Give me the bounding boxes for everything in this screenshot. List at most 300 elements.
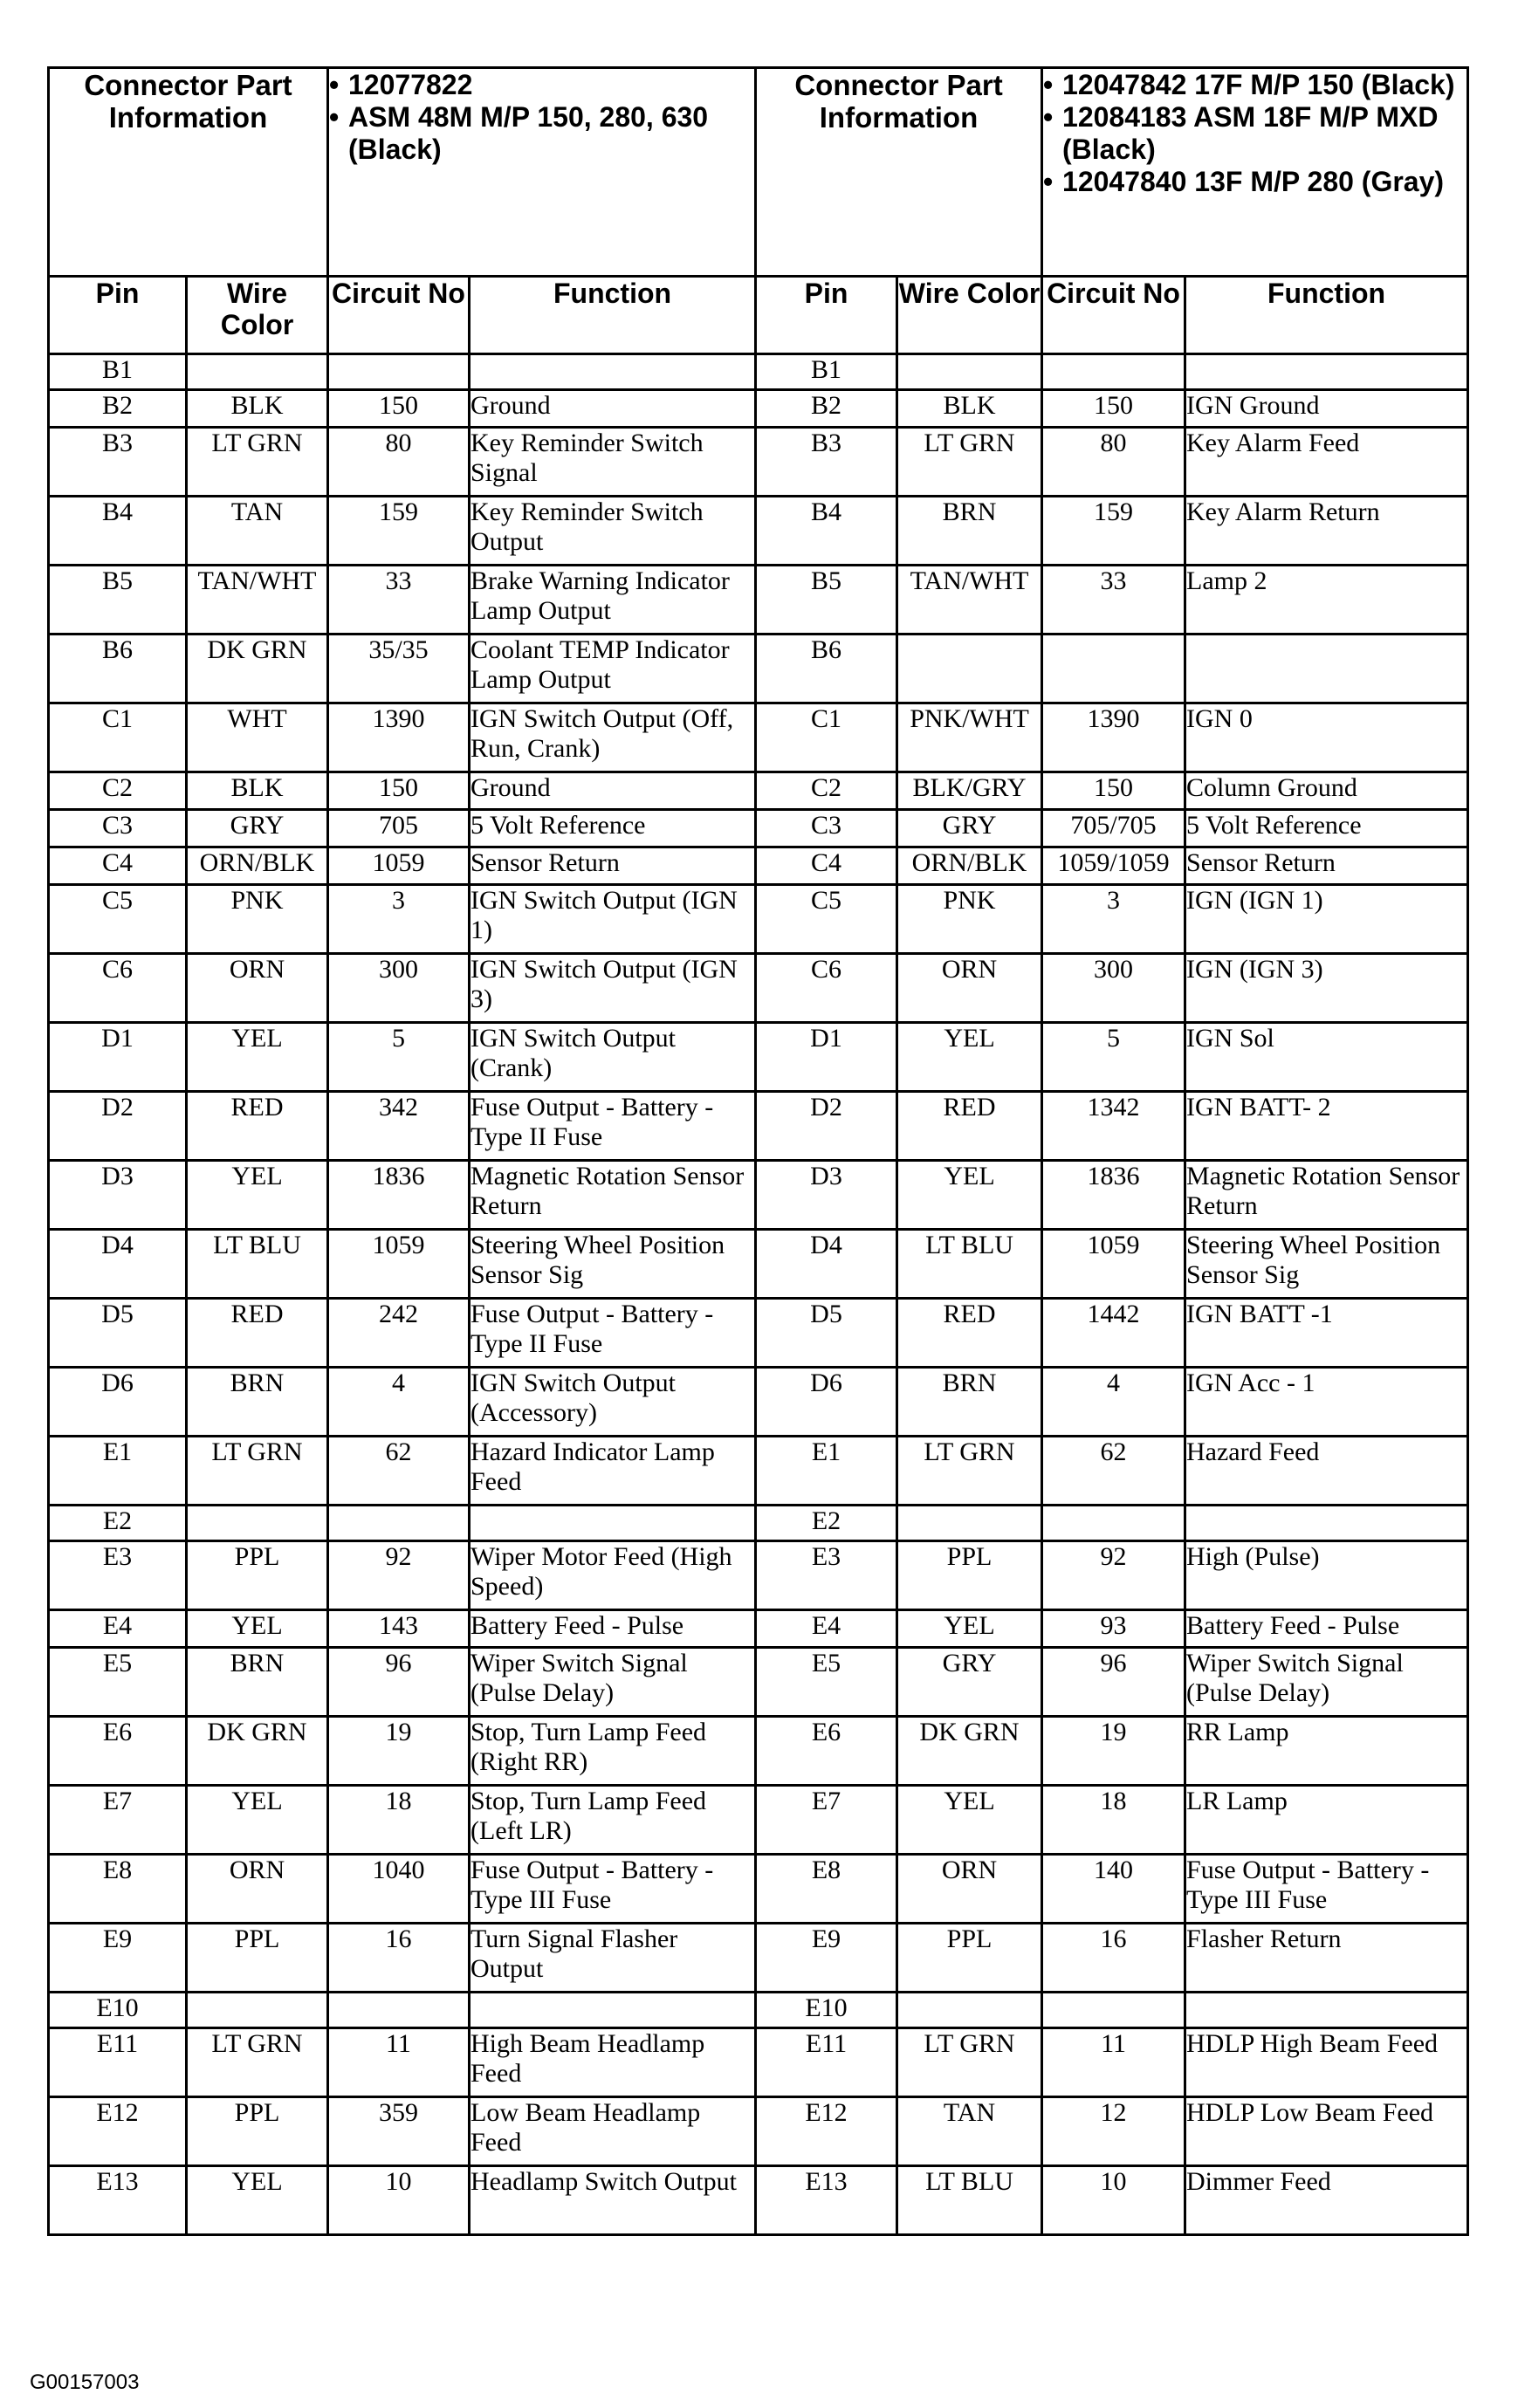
table-row (49, 1230, 1468, 1299)
circuit-right-cell (1042, 354, 1185, 390)
pin-right-cell: B3 (756, 428, 897, 497)
pin-left-cell: C4 (49, 847, 187, 885)
pin-left-cell: E10 (49, 1993, 187, 2028)
pin-right-cell: E3 (756, 1541, 897, 1610)
pin-right-cell: E10 (756, 1993, 897, 2028)
wire-color-right-cell: BLK/GRY (897, 772, 1042, 810)
wire-color-left-cell: LT GRN (187, 428, 328, 497)
circuit-right-cell: 18 (1042, 1786, 1185, 1855)
function-right-cell: IGN (IGN 1) (1185, 885, 1468, 954)
table-row (49, 1092, 1468, 1161)
function-left-cell: Ground (470, 390, 756, 428)
table-row (49, 1717, 1468, 1786)
function-left-cell: Battery Feed - Pulse (470, 1610, 756, 1648)
circuit-left-cell: 150 (328, 772, 470, 810)
function-right-cell: Column Ground (1185, 772, 1468, 810)
table-row (49, 2097, 1468, 2166)
wire-color-left-cell: PPL (187, 1924, 328, 1993)
wire-color-left-cell: ORN (187, 954, 328, 1023)
pin-left-cell: D2 (49, 1092, 187, 1161)
pin-left-cell: C5 (49, 885, 187, 954)
circuit-left-cell: 1059 (328, 847, 470, 885)
column-header-wire-color-right: Wire Color (897, 277, 1042, 354)
pin-right-cell: E4 (756, 1610, 897, 1648)
function-right-cell: Wiper Switch Signal (Pulse Delay) (1185, 1648, 1468, 1717)
pin-right-cell: D6 (756, 1368, 897, 1437)
circuit-left-cell: 19 (328, 1717, 470, 1786)
circuit-left-cell: 242 (328, 1299, 470, 1368)
function-left-cell: IGN Switch Output (Off, Run, Crank) (470, 703, 756, 772)
function-right-cell: Key Alarm Return (1185, 497, 1468, 566)
pin-left-cell: B4 (49, 497, 187, 566)
function-left-cell: Hazard Indicator Lamp Feed (470, 1437, 756, 1506)
table-row (49, 1993, 1468, 2028)
function-left-cell: Fuse Output - Battery - Type II Fuse (470, 1299, 756, 1368)
function-left-cell (470, 1993, 756, 2028)
circuit-right-cell: 3 (1042, 885, 1185, 954)
function-right-cell (1185, 1993, 1468, 2028)
wire-color-right-cell: LT BLU (897, 1230, 1042, 1299)
column-header-circuit-right: Circuit No (1042, 277, 1185, 354)
right-connector-parts (1042, 68, 1468, 277)
column-header-row (49, 277, 1468, 354)
circuit-left-cell (328, 1993, 470, 2028)
circuit-left-cell: 33 (328, 566, 470, 635)
table-row (49, 1648, 1468, 1717)
pin-left-cell: B3 (49, 428, 187, 497)
circuit-right-cell (1042, 635, 1185, 703)
pin-left-cell: E6 (49, 1717, 187, 1786)
wire-color-left-cell: WHT (187, 703, 328, 772)
function-left-cell (470, 354, 756, 390)
function-left-cell: Stop, Turn Lamp Feed (Left LR) (470, 1786, 756, 1855)
pin-left-cell: B2 (49, 390, 187, 428)
table-row (49, 390, 1468, 428)
function-left-cell: Fuse Output - Battery - Type III Fuse (470, 1855, 756, 1924)
wire-color-right-cell: YEL (897, 1786, 1042, 1855)
circuit-left-cell: 16 (328, 1924, 470, 1993)
function-left-cell: Wiper Switch Signal (Pulse Delay) (470, 1648, 756, 1717)
function-right-cell: Dimmer Feed (1185, 2166, 1468, 2235)
circuit-left-cell: 92 (328, 1541, 470, 1610)
table-row (49, 1299, 1468, 1368)
function-right-cell: IGN BATT -1 (1185, 1299, 1468, 1368)
pin-right-cell: D4 (756, 1230, 897, 1299)
function-right-cell: High (Pulse) (1185, 1541, 1468, 1610)
wire-color-right-cell: TAN (897, 2097, 1042, 2166)
circuit-right-cell (1042, 1506, 1185, 1541)
part-number-item: • ASM 48M M/P 150, 280, 630 (Black) (329, 101, 754, 166)
circuit-left-cell: 80 (328, 428, 470, 497)
wire-color-left-cell: PPL (187, 2097, 328, 2166)
circuit-right-cell: 150 (1042, 390, 1185, 428)
function-right-cell: LR Lamp (1185, 1786, 1468, 1855)
pin-left-cell: E4 (49, 1610, 187, 1648)
function-right-cell: Steering Wheel Position Sensor Sig (1185, 1230, 1468, 1299)
function-right-cell: Battery Feed - Pulse (1185, 1610, 1468, 1648)
function-left-cell: Headlamp Switch Output (470, 2166, 756, 2235)
pin-left-cell: D4 (49, 1230, 187, 1299)
pin-right-cell: C6 (756, 954, 897, 1023)
circuit-left-cell: 3 (328, 885, 470, 954)
pin-right-cell: D2 (756, 1092, 897, 1161)
circuit-right-cell: 1836 (1042, 1161, 1185, 1230)
wire-color-left-cell (187, 354, 328, 390)
wire-color-right-cell (897, 1506, 1042, 1541)
circuit-right-cell: 96 (1042, 1648, 1185, 1717)
column-header-pin-left: Pin (49, 277, 187, 354)
pin-left-cell: C6 (49, 954, 187, 1023)
table-row (49, 1437, 1468, 1506)
function-left-cell: Brake Warning Indicator Lamp Output (470, 566, 756, 635)
wire-color-right-cell: PNK/WHT (897, 703, 1042, 772)
pin-right-cell: B6 (756, 635, 897, 703)
function-left-cell: 5 Volt Reference (470, 810, 756, 847)
function-right-cell: HDLP High Beam Feed (1185, 2028, 1468, 2097)
function-right-cell: Hazard Feed (1185, 1437, 1468, 1506)
function-left-cell: IGN Switch Output (IGN 3) (470, 954, 756, 1023)
wire-color-left-cell: ORN (187, 1855, 328, 1924)
pin-right-cell: E1 (756, 1437, 897, 1506)
left-connector-parts (328, 68, 756, 277)
pin-left-cell: D3 (49, 1161, 187, 1230)
circuit-left-cell: 1836 (328, 1161, 470, 1230)
wire-color-right-cell: BRN (897, 1368, 1042, 1437)
table-row (49, 1924, 1468, 1993)
function-left-cell: Ground (470, 772, 756, 810)
wire-color-left-cell: RED (187, 1092, 328, 1161)
circuit-right-cell: 33 (1042, 566, 1185, 635)
function-left-cell: Low Beam Headlamp Feed (470, 2097, 756, 2166)
function-right-cell: IGN 0 (1185, 703, 1468, 772)
pin-right-cell: D1 (756, 1023, 897, 1092)
circuit-right-cell: 1059 (1042, 1230, 1185, 1299)
part-number-item: • 12084183 ASM 18F M/P MXD (Black) (1043, 101, 1466, 166)
circuit-right-cell: 140 (1042, 1855, 1185, 1924)
function-right-cell: Lamp 2 (1185, 566, 1468, 635)
circuit-left-cell: 96 (328, 1648, 470, 1717)
circuit-left-cell: 342 (328, 1092, 470, 1161)
circuit-right-cell: 62 (1042, 1437, 1185, 1506)
circuit-right-cell: 92 (1042, 1541, 1185, 1610)
circuit-left-cell: 18 (328, 1786, 470, 1855)
function-right-cell: Magnetic Rotation Sensor Return (1185, 1161, 1468, 1230)
circuit-right-cell: 1390 (1042, 703, 1185, 772)
function-right-cell: HDLP Low Beam Feed (1185, 2097, 1468, 2166)
circuit-right-cell: 80 (1042, 428, 1185, 497)
pin-right-cell: E8 (756, 1855, 897, 1924)
wire-color-left-cell: DK GRN (187, 635, 328, 703)
function-right-cell: Fuse Output - Battery - Type III Fuse (1185, 1855, 1468, 1924)
circuit-left-cell: 143 (328, 1610, 470, 1648)
function-left-cell: IGN Switch Output (Crank) (470, 1023, 756, 1092)
table-row (49, 703, 1468, 772)
function-left-cell: IGN Switch Output (IGN 1) (470, 885, 756, 954)
wire-color-right-cell: PPL (897, 1924, 1042, 1993)
circuit-right-cell: 300 (1042, 954, 1185, 1023)
wire-color-left-cell: RED (187, 1299, 328, 1368)
circuit-left-cell: 1040 (328, 1855, 470, 1924)
left-connector-label: Connector Part Information (49, 68, 328, 277)
wire-color-left-cell: YEL (187, 2166, 328, 2235)
table-row (49, 1161, 1468, 1230)
function-left-cell: Key Reminder Switch Output (470, 497, 756, 566)
circuit-left-cell: 1390 (328, 703, 470, 772)
wire-color-left-cell: PNK (187, 885, 328, 954)
wire-color-left-cell: PPL (187, 1541, 328, 1610)
pin-right-cell: C4 (756, 847, 897, 885)
function-right-cell (1185, 635, 1468, 703)
wire-color-left-cell: ORN/BLK (187, 847, 328, 885)
wire-color-right-cell: GRY (897, 1648, 1042, 1717)
figure-id-caption: G00157003 (30, 2370, 140, 2394)
table-row (49, 2028, 1468, 2097)
pin-right-cell: D5 (756, 1299, 897, 1368)
wire-color-left-cell: LT GRN (187, 2028, 328, 2097)
table-row (49, 1855, 1468, 1924)
circuit-right-cell: 10 (1042, 2166, 1185, 2235)
pin-left-cell: D6 (49, 1368, 187, 1437)
wire-color-left-cell: BRN (187, 1368, 328, 1437)
function-left-cell: Key Reminder Switch Signal (470, 428, 756, 497)
circuit-left-cell: 705 (328, 810, 470, 847)
table-row (49, 354, 1468, 390)
table-row (49, 810, 1468, 847)
function-left-cell: Coolant TEMP Indicator Lamp Output (470, 635, 756, 703)
function-right-cell: RR Lamp (1185, 1717, 1468, 1786)
circuit-right-cell: 16 (1042, 1924, 1185, 1993)
wire-color-right-cell (897, 354, 1042, 390)
wire-color-right-cell: LT GRN (897, 2028, 1042, 2097)
wire-color-right-cell: ORN (897, 954, 1042, 1023)
pin-right-cell: E9 (756, 1924, 897, 1993)
wire-color-right-cell (897, 635, 1042, 703)
table-row (49, 428, 1468, 497)
table-row (49, 954, 1468, 1023)
circuit-right-cell: 11 (1042, 2028, 1185, 2097)
table-row (49, 847, 1468, 885)
pin-left-cell: B6 (49, 635, 187, 703)
pin-right-cell: B4 (756, 497, 897, 566)
table-row (49, 2166, 1468, 2235)
function-right-cell: Flasher Return (1185, 1924, 1468, 1993)
wire-color-left-cell: YEL (187, 1161, 328, 1230)
function-right-cell (1185, 1506, 1468, 1541)
circuit-left-cell: 62 (328, 1437, 470, 1506)
pin-right-cell: B2 (756, 390, 897, 428)
pin-left-cell: E12 (49, 2097, 187, 2166)
pin-left-cell: E2 (49, 1506, 187, 1541)
function-left-cell: Fuse Output - Battery - Type II Fuse (470, 1092, 756, 1161)
wire-color-right-cell: LT GRN (897, 428, 1042, 497)
table-row (49, 1610, 1468, 1648)
column-header-pin-right: Pin (756, 277, 897, 354)
wire-color-right-cell: PPL (897, 1541, 1042, 1610)
circuit-right-cell: 1059/1059 (1042, 847, 1185, 885)
circuit-left-cell: 159 (328, 497, 470, 566)
wire-color-left-cell: LT GRN (187, 1437, 328, 1506)
pin-right-cell: B1 (756, 354, 897, 390)
wire-color-left-cell: BLK (187, 390, 328, 428)
wire-color-right-cell: BRN (897, 497, 1042, 566)
circuit-left-cell: 11 (328, 2028, 470, 2097)
circuit-left-cell: 150 (328, 390, 470, 428)
part-number-item: • 12047842 17F M/P 150 (Black) (1043, 69, 1466, 101)
wire-color-right-cell: ORN/BLK (897, 847, 1042, 885)
pin-right-cell: C3 (756, 810, 897, 847)
function-right-cell: IGN Acc - 1 (1185, 1368, 1468, 1437)
circuit-left-cell: 300 (328, 954, 470, 1023)
function-right-cell: IGN (IGN 3) (1185, 954, 1468, 1023)
right-part-list (1043, 69, 1466, 198)
pin-right-cell: B5 (756, 566, 897, 635)
pin-left-cell: D5 (49, 1299, 187, 1368)
column-header-function-left: Function (470, 277, 756, 354)
function-left-cell: Turn Signal Flasher Output (470, 1924, 756, 1993)
wire-color-left-cell: YEL (187, 1786, 328, 1855)
pin-right-cell: E12 (756, 2097, 897, 2166)
circuit-left-cell: 10 (328, 2166, 470, 2235)
function-left-cell (470, 1506, 756, 1541)
function-left-cell: IGN Switch Output (Accessory) (470, 1368, 756, 1437)
pin-left-cell: E11 (49, 2028, 187, 2097)
table-row (49, 885, 1468, 954)
column-header-function-right: Function (1185, 277, 1468, 354)
pin-left-cell: E13 (49, 2166, 187, 2235)
wire-color-right-cell: YEL (897, 1023, 1042, 1092)
wire-color-right-cell: PNK (897, 885, 1042, 954)
pin-right-cell: E5 (756, 1648, 897, 1717)
part-number-item: • 12047840 13F M/P 280 (Gray) (1043, 166, 1466, 198)
left-part-list (329, 69, 754, 166)
wire-color-left-cell: TAN (187, 497, 328, 566)
wire-color-left-cell: BLK (187, 772, 328, 810)
pin-right-cell: C2 (756, 772, 897, 810)
pin-left-cell: B5 (49, 566, 187, 635)
wire-color-left-cell: GRY (187, 810, 328, 847)
function-left-cell: Steering Wheel Position Sensor Sig (470, 1230, 756, 1299)
circuit-right-cell: 1442 (1042, 1299, 1185, 1368)
table-row (49, 497, 1468, 566)
connector-pinout-table (47, 66, 1469, 2236)
pin-right-cell: E11 (756, 2028, 897, 2097)
column-header-wire-color-left: Wire Color (187, 277, 328, 354)
circuit-left-cell: 4 (328, 1368, 470, 1437)
wire-color-right-cell: LT BLU (897, 2166, 1042, 2235)
wire-color-right-cell: YEL (897, 1161, 1042, 1230)
pin-right-cell: D3 (756, 1161, 897, 1230)
circuit-left-cell: 5 (328, 1023, 470, 1092)
pin-left-cell: E3 (49, 1541, 187, 1610)
table-row (49, 566, 1468, 635)
wire-color-left-cell: YEL (187, 1610, 328, 1648)
function-left-cell: Sensor Return (470, 847, 756, 885)
wire-color-left-cell: YEL (187, 1023, 328, 1092)
wire-color-right-cell: RED (897, 1299, 1042, 1368)
function-right-cell: IGN Ground (1185, 390, 1468, 428)
circuit-left-cell (328, 354, 470, 390)
table-row (49, 772, 1468, 810)
table-row (49, 1023, 1468, 1092)
circuit-right-cell: 705/705 (1042, 810, 1185, 847)
function-right-cell: Key Alarm Feed (1185, 428, 1468, 497)
wire-color-left-cell: DK GRN (187, 1717, 328, 1786)
circuit-right-cell: 4 (1042, 1368, 1185, 1437)
circuit-left-cell: 359 (328, 2097, 470, 2166)
wire-color-right-cell: YEL (897, 1610, 1042, 1648)
circuit-right-cell: 93 (1042, 1610, 1185, 1648)
wire-color-left-cell: TAN/WHT (187, 566, 328, 635)
column-header-circuit-left: Circuit No (328, 277, 470, 354)
function-left-cell: High Beam Headlamp Feed (470, 2028, 756, 2097)
table-row (49, 1368, 1468, 1437)
circuit-right-cell: 150 (1042, 772, 1185, 810)
wire-color-right-cell: LT GRN (897, 1437, 1042, 1506)
function-right-cell: IGN Sol (1185, 1023, 1468, 1092)
wire-color-left-cell: LT BLU (187, 1230, 328, 1299)
pin-right-cell: E2 (756, 1506, 897, 1541)
pin-left-cell: B1 (49, 354, 187, 390)
pin-left-cell: C2 (49, 772, 187, 810)
function-left-cell: Wiper Motor Feed (High Speed) (470, 1541, 756, 1610)
wire-color-right-cell: ORN (897, 1855, 1042, 1924)
pin-left-cell: E9 (49, 1924, 187, 1993)
circuit-left-cell (328, 1506, 470, 1541)
wire-color-left-cell: BRN (187, 1648, 328, 1717)
pin-left-cell: D1 (49, 1023, 187, 1092)
wire-color-right-cell: RED (897, 1092, 1042, 1161)
circuit-right-cell: 159 (1042, 497, 1185, 566)
function-right-cell: IGN BATT- 2 (1185, 1092, 1468, 1161)
wire-color-left-cell (187, 1993, 328, 2028)
circuit-right-cell: 19 (1042, 1717, 1185, 1786)
pin-left-cell: E5 (49, 1648, 187, 1717)
table-row (49, 1541, 1468, 1610)
wire-color-right-cell: GRY (897, 810, 1042, 847)
connector-info-row (49, 68, 1468, 277)
function-left-cell: Magnetic Rotation Sensor Return (470, 1161, 756, 1230)
pin-left-cell: E7 (49, 1786, 187, 1855)
table-row (49, 635, 1468, 703)
pin-right-cell: E6 (756, 1717, 897, 1786)
table-row (49, 1506, 1468, 1541)
function-right-cell: Sensor Return (1185, 847, 1468, 885)
wire-color-right-cell: TAN/WHT (897, 566, 1042, 635)
pin-right-cell: C5 (756, 885, 897, 954)
circuit-right-cell: 1342 (1042, 1092, 1185, 1161)
pin-left-cell: E8 (49, 1855, 187, 1924)
circuit-right-cell: 5 (1042, 1023, 1185, 1092)
function-right-cell (1185, 354, 1468, 390)
connector-pinout-sheet (47, 66, 1466, 2236)
pin-left-cell: C3 (49, 810, 187, 847)
part-number-item: • 12077822 (329, 69, 754, 101)
wire-color-right-cell: BLK (897, 390, 1042, 428)
circuit-left-cell: 1059 (328, 1230, 470, 1299)
wire-color-right-cell (897, 1993, 1042, 2028)
function-right-cell: 5 Volt Reference (1185, 810, 1468, 847)
wire-color-left-cell (187, 1506, 328, 1541)
pin-right-cell: C1 (756, 703, 897, 772)
table-row (49, 1786, 1468, 1855)
circuit-left-cell: 35/35 (328, 635, 470, 703)
right-connector-label: Connector Part Information (756, 68, 1042, 277)
pin-right-cell: E13 (756, 2166, 897, 2235)
circuit-right-cell (1042, 1993, 1185, 2028)
function-left-cell: Stop, Turn Lamp Feed (Right RR) (470, 1717, 756, 1786)
pin-left-cell: E1 (49, 1437, 187, 1506)
pin-left-cell: C1 (49, 703, 187, 772)
